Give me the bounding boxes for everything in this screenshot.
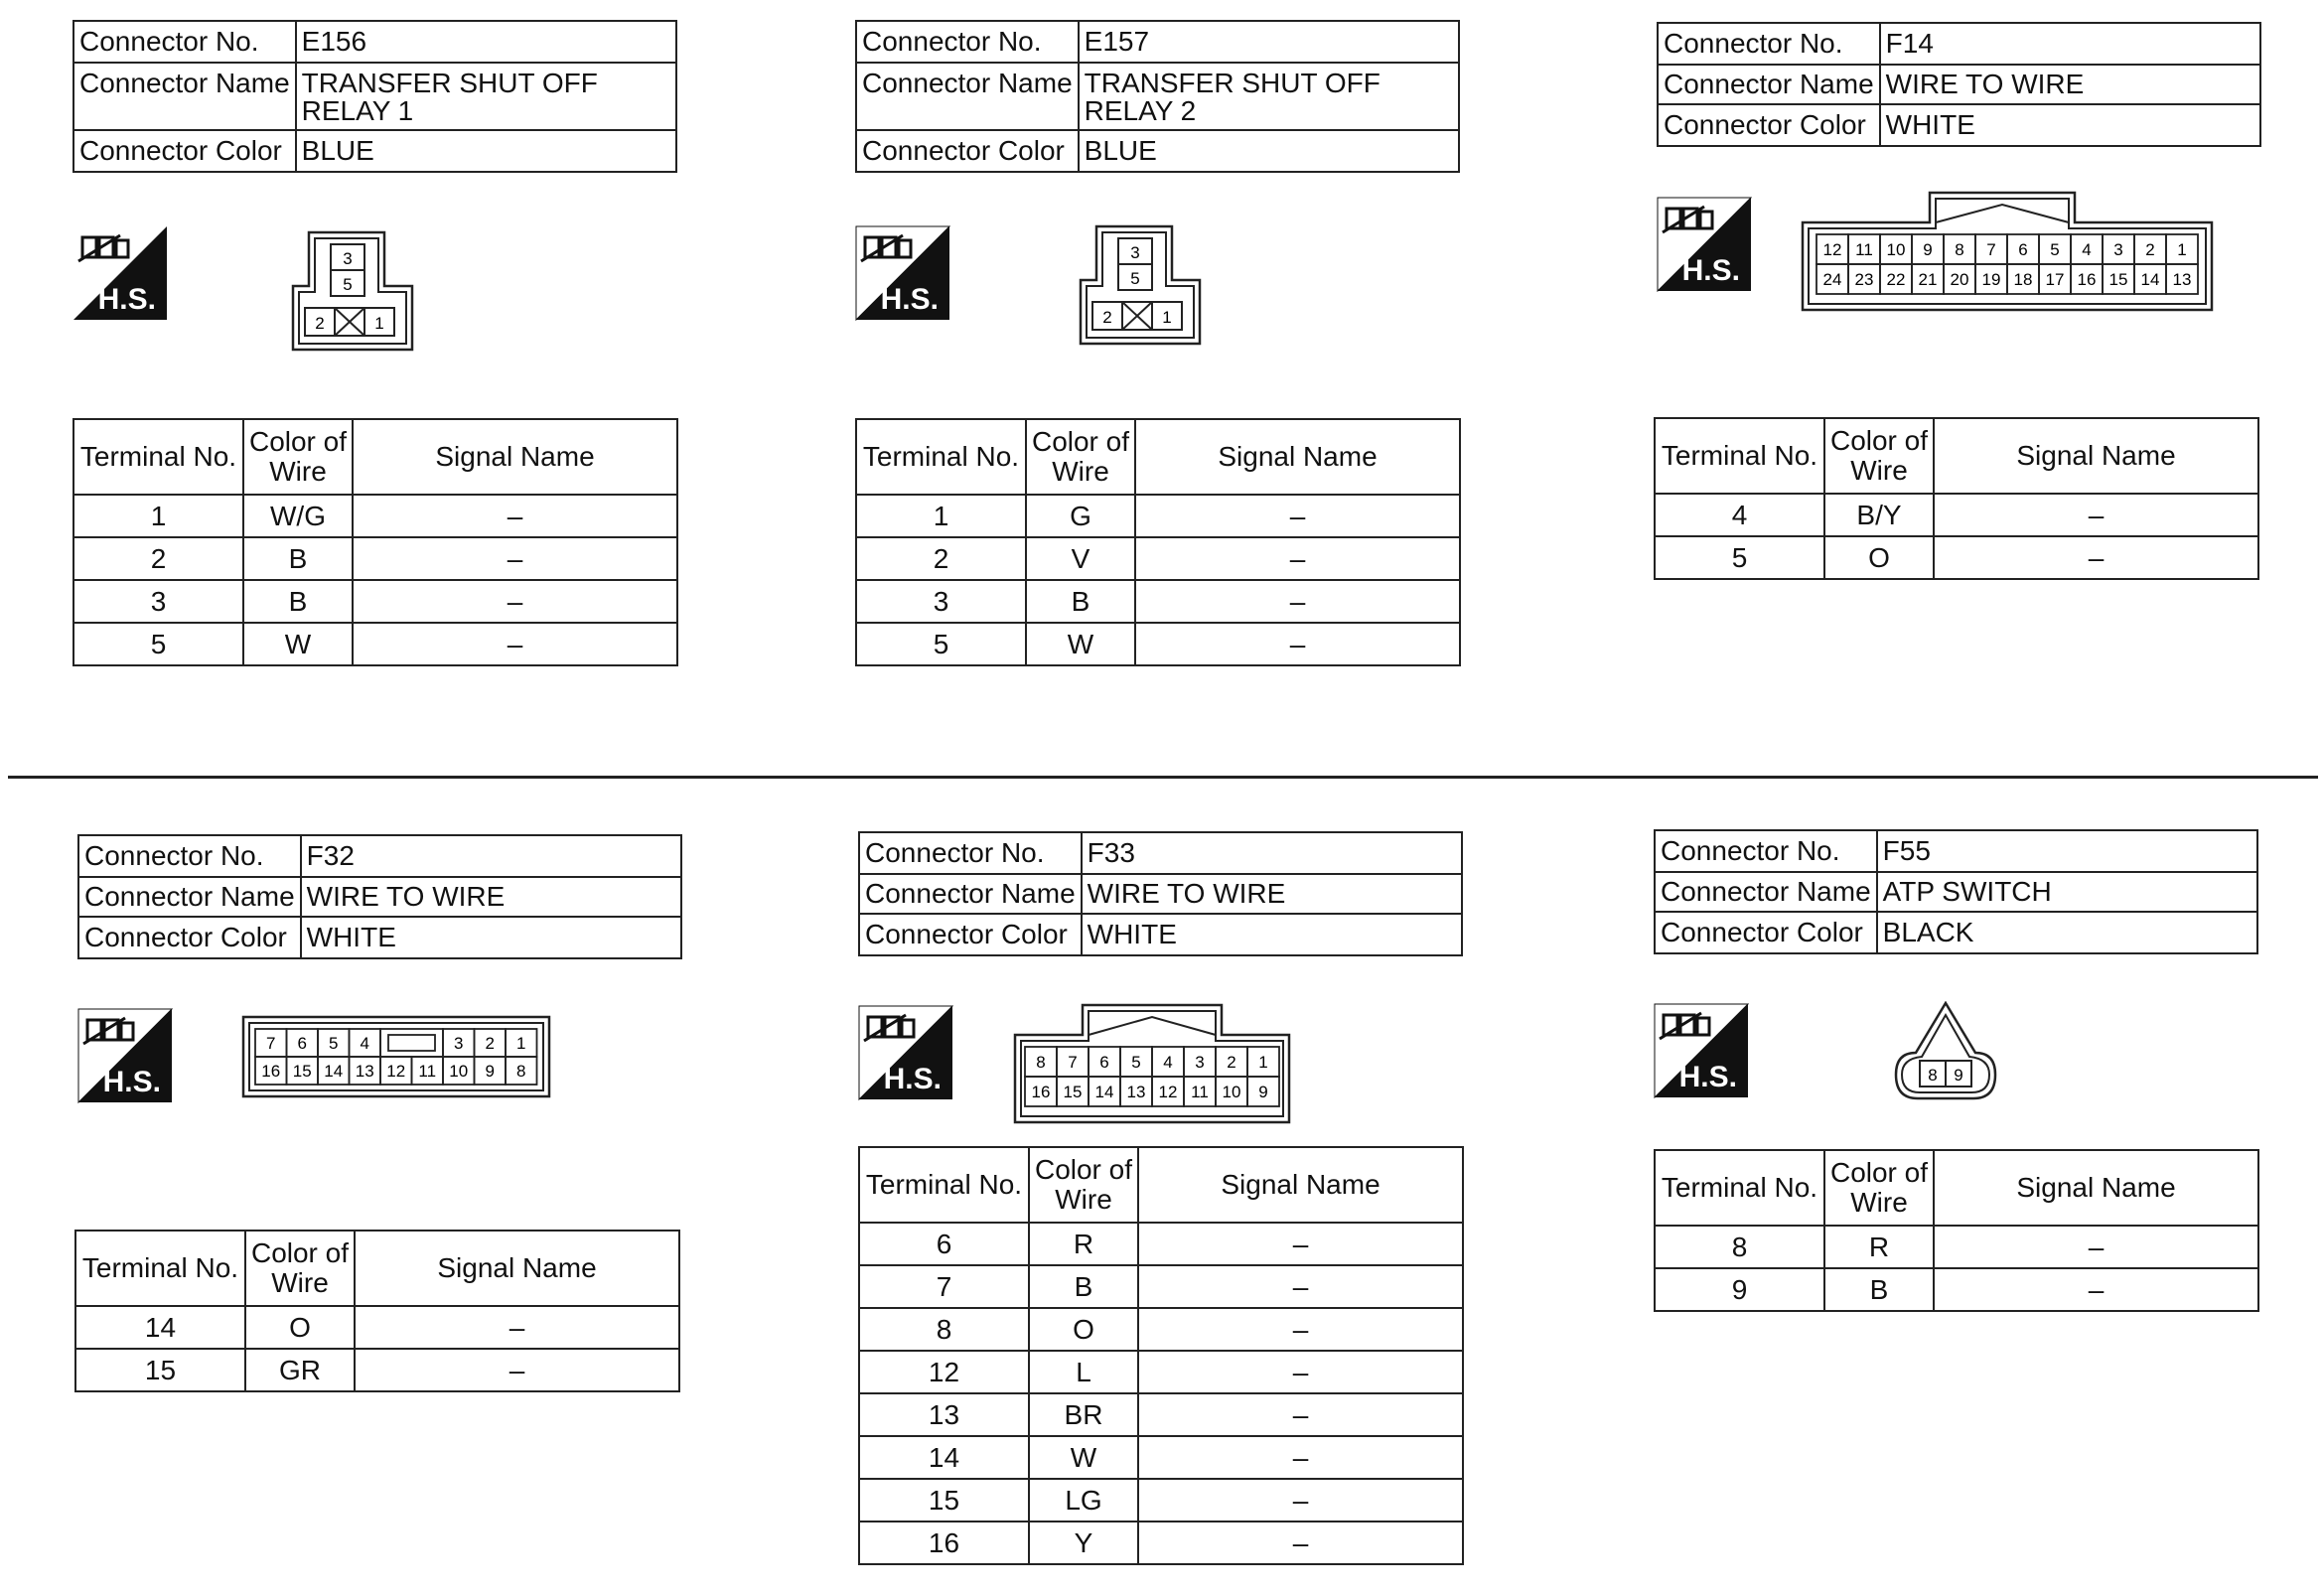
terminal-no: 8 (859, 1308, 1029, 1351)
table-row (75, 1306, 679, 1349)
color-of-header: Color of (248, 426, 348, 457)
wire-color: LG (1029, 1479, 1138, 1522)
signal-name: – (353, 537, 677, 580)
connector-color-label: Connector Color (73, 130, 296, 172)
pin-label: 8 (1036, 1053, 1046, 1072)
connector-name-line2: RELAY 1 (301, 95, 414, 126)
signal-name: – (353, 495, 677, 537)
connector-no-value: F14 (1880, 23, 2260, 65)
wire-color: W (1026, 623, 1135, 665)
terminal-no: 2 (73, 537, 243, 580)
connector-name-label: Connector Name (859, 874, 1082, 914)
pin-cell (380, 1029, 443, 1057)
pin-label: 19 (1981, 270, 2001, 289)
pin-label: 2 (485, 1034, 495, 1053)
table-row (859, 1265, 1463, 1308)
terminal-no: 4 (1655, 494, 1824, 536)
hs-label: H.S. (1678, 1061, 1737, 1093)
connector-color-label: Connector Color (1655, 912, 1877, 953)
connector-color-label: Connector Color (856, 130, 1079, 172)
terminal-no: 8 (1655, 1226, 1824, 1268)
connector-name-line1: TRANSFER SHUT OFF (301, 68, 598, 98)
terminal-no: 15 (75, 1349, 245, 1391)
signal-name-header: Signal Name (1934, 1150, 2258, 1226)
signal-name: – (1135, 623, 1460, 665)
pin-label: 7 (266, 1034, 276, 1053)
connector-info-f14 (1657, 22, 2261, 147)
harness-side-icon (1654, 1003, 1749, 1098)
table-row (73, 495, 677, 537)
pin-label: 8 (1928, 1066, 1938, 1085)
pin-label: 11 (418, 1062, 437, 1081)
pin-label: 6 (1099, 1053, 1109, 1072)
wire-header: Wire (269, 456, 327, 487)
color-of-header: Color of (1829, 425, 1929, 456)
pin-label: 14 (1094, 1083, 1114, 1101)
signal-name: – (1138, 1351, 1463, 1393)
table-row (859, 1522, 1463, 1564)
connector-no-value: F32 (301, 835, 681, 877)
pin-label: 2 (1102, 308, 1112, 327)
pin-label: 3 (1195, 1053, 1205, 1072)
connector-no-value: F33 (1082, 832, 1462, 874)
pin-label: 1 (2177, 240, 2187, 259)
terminal-table-f55 (1654, 1149, 2259, 1312)
pin-label: 14 (2140, 270, 2160, 289)
harness-side-icon (77, 1008, 173, 1103)
connector-name-line2: RELAY 2 (1084, 95, 1197, 126)
connector-info-f32 (77, 834, 682, 959)
pin-label: 1 (374, 314, 384, 333)
pin-label: 5 (2050, 240, 2060, 259)
terminal-no: 2 (856, 537, 1026, 580)
terminal-no: 3 (856, 580, 1026, 623)
connector-info-f55 (1654, 829, 2258, 954)
signal-name: – (353, 623, 677, 665)
hs-label: H.S. (102, 1066, 161, 1098)
pin-label: 9 (485, 1062, 495, 1081)
connector-no-label: Connector No. (1655, 830, 1877, 872)
table-row (73, 580, 677, 623)
section-divider (8, 776, 2318, 779)
connector-face-f32 (241, 1015, 551, 1098)
wire-color: W (243, 623, 353, 665)
table-row (859, 1393, 1463, 1436)
table-row (1655, 1226, 2258, 1268)
harness-side-icon (855, 225, 950, 321)
pin-label: 16 (261, 1062, 281, 1081)
connector-face-e156 (291, 230, 414, 352)
connector-name-label: Connector Name (1658, 65, 1880, 104)
pin-label: 3 (2113, 240, 2123, 259)
connector-name-label: Connector Name (78, 877, 301, 917)
wire-color: O (245, 1306, 355, 1349)
wire-color: O (1029, 1308, 1138, 1351)
pin-label: 3 (454, 1034, 464, 1053)
pin-label: 8 (1955, 240, 1964, 259)
connector-color-label: Connector Color (78, 917, 301, 958)
pin-label: 16 (1031, 1083, 1051, 1101)
connector-color-label: Connector Color (859, 914, 1082, 955)
hs-label: H.S. (1681, 254, 1740, 287)
connector-no-label: Connector No. (859, 832, 1082, 874)
terminal-no: 5 (856, 623, 1026, 665)
connector-name-label: Connector Name (73, 63, 296, 130)
signal-name: – (1934, 494, 2258, 536)
wire-color: B (243, 537, 353, 580)
pin-label: 4 (1163, 1053, 1173, 1072)
signal-name: – (1138, 1436, 1463, 1479)
table-row (859, 1479, 1463, 1522)
signal-name: – (1138, 1223, 1463, 1265)
signal-name: – (1934, 536, 2258, 579)
terminal-table-f33 (858, 1146, 1464, 1565)
connector-info-f33 (858, 831, 1463, 956)
pin-label: 6 (297, 1034, 307, 1053)
wire-color: Y (1029, 1522, 1138, 1564)
pin-label: 1 (1162, 308, 1172, 327)
color-of-header: Color of (1031, 426, 1130, 457)
terminal-no: 5 (1655, 536, 1824, 579)
table-row (73, 537, 677, 580)
table-row (1655, 1268, 2258, 1311)
terminal-table-e156 (73, 418, 678, 666)
connector-color-value: BLACK (1877, 912, 2257, 953)
signal-name: – (1934, 1268, 2258, 1311)
terminal-no: 1 (856, 495, 1026, 537)
signal-name: – (1138, 1479, 1463, 1522)
wire-color: R (1029, 1223, 1138, 1265)
table-row (859, 1308, 1463, 1351)
blank-slot (388, 1035, 435, 1051)
pin-label: 15 (292, 1062, 312, 1081)
pin-label: 15 (2108, 270, 2128, 289)
pin-label: 16 (2077, 270, 2097, 289)
table-row (856, 623, 1460, 665)
connector-face-f14 (1801, 191, 2214, 312)
connector-no-value: E157 (1079, 21, 1459, 63)
pin-label: 11 (1855, 240, 1873, 259)
table-row (75, 1349, 679, 1391)
pin-label: 13 (1126, 1083, 1146, 1101)
pin-label: 13 (2172, 270, 2192, 289)
pin-label: 21 (1918, 270, 1938, 289)
connector-name-value: WIRE TO WIRE (1880, 65, 2260, 104)
pin-label: 20 (1950, 270, 1969, 289)
wire-color: W/G (243, 495, 353, 537)
pin-label: 12 (386, 1062, 406, 1081)
pin-label: 5 (1130, 269, 1140, 288)
terminal-no-header: Terminal No. (1655, 418, 1824, 494)
signal-name-header: Signal Name (1138, 1147, 1463, 1223)
terminal-no-header: Terminal No. (1655, 1150, 1824, 1226)
connector-name-label: Connector Name (856, 63, 1079, 130)
signal-name: – (1934, 1226, 2258, 1268)
signal-name-header: Signal Name (1934, 418, 2258, 494)
wire-color: O (1824, 536, 1934, 579)
color-of-header: Color of (250, 1237, 350, 1268)
terminal-no-header: Terminal No. (73, 419, 243, 495)
pin-label: 1 (1258, 1053, 1268, 1072)
terminal-no: 12 (859, 1351, 1029, 1393)
harness-side-icon (1657, 197, 1752, 292)
pin-label: 22 (1886, 270, 1906, 289)
pin-label: 5 (1131, 1053, 1141, 1072)
wire-color: W (1029, 1436, 1138, 1479)
wire-header: Wire (1052, 456, 1109, 487)
terminal-no: 3 (73, 580, 243, 623)
wire-header: Wire (1850, 455, 1908, 486)
connector-color-label: Connector Color (1658, 104, 1880, 146)
hs-label: H.S. (97, 283, 156, 316)
pin-label: 2 (1227, 1053, 1236, 1072)
terminal-no-header: Terminal No. (75, 1231, 245, 1306)
signal-name: – (1135, 537, 1460, 580)
connector-no-label: Connector No. (78, 835, 301, 877)
connector-no-label: Connector No. (856, 21, 1079, 63)
connector-no-value: F55 (1877, 830, 2257, 872)
connector-no-value: E156 (296, 21, 676, 63)
signal-name: – (1135, 580, 1460, 623)
pin-label: 2 (315, 314, 325, 333)
pin-label: 4 (360, 1034, 369, 1053)
pin-label: 13 (355, 1062, 374, 1081)
terminal-no: 7 (859, 1265, 1029, 1308)
signal-name-header: Signal Name (1135, 419, 1460, 495)
wire-color: L (1029, 1351, 1138, 1393)
pin-label: 7 (1068, 1053, 1078, 1072)
wire-color: B (243, 580, 353, 623)
pin-label: 4 (2082, 240, 2092, 259)
connector-color-value: WHITE (1082, 914, 1462, 955)
wire-color: B (1824, 1268, 1934, 1311)
wire-color: BR (1029, 1393, 1138, 1436)
table-row (859, 1223, 1463, 1265)
connector-face-e157 (1079, 224, 1202, 346)
pin-label: 24 (1822, 270, 1842, 289)
table-row (859, 1436, 1463, 1479)
harness-side-icon (858, 1005, 953, 1100)
wire-color: B (1029, 1265, 1138, 1308)
pin-label: 8 (516, 1062, 526, 1081)
pin-label: 3 (1130, 243, 1140, 262)
terminal-no-header: Terminal No. (856, 419, 1026, 495)
pin-label: 11 (1191, 1083, 1209, 1101)
connector-face-f55 (1892, 1001, 1999, 1102)
table-row (1655, 536, 2258, 579)
table-row (1655, 494, 2258, 536)
terminal-no: 5 (73, 623, 243, 665)
table-row (856, 580, 1460, 623)
connector-name-value: WIRE TO WIRE (301, 877, 681, 917)
terminal-no: 9 (1655, 1268, 1824, 1311)
table-row (859, 1351, 1463, 1393)
wire-header: Wire (1055, 1184, 1112, 1215)
connector-no-label: Connector No. (1658, 23, 1880, 65)
pin-label: 7 (1986, 240, 1996, 259)
pin-label: 15 (1063, 1083, 1083, 1101)
pin-label: 10 (1886, 240, 1906, 259)
pin-label: 14 (324, 1062, 344, 1081)
connector-color-value: BLUE (1079, 130, 1459, 172)
pin-label: 12 (1158, 1083, 1178, 1101)
terminal-no: 14 (75, 1306, 245, 1349)
signal-name-header: Signal Name (355, 1231, 679, 1306)
pin-label: 5 (329, 1034, 339, 1053)
color-of-header: Color of (1034, 1154, 1133, 1185)
color-of-header: Color of (1829, 1157, 1929, 1188)
wire-header: Wire (271, 1267, 329, 1298)
connector-info-e157 (855, 20, 1460, 173)
connector-info-e156 (73, 20, 677, 173)
connector-face-f33 (1013, 1003, 1291, 1124)
terminal-table-e157 (855, 418, 1461, 666)
terminal-no: 6 (859, 1223, 1029, 1265)
pin-label: 9 (1258, 1083, 1268, 1101)
terminal-no: 16 (859, 1522, 1029, 1564)
signal-name: – (1138, 1522, 1463, 1564)
pin-label: 12 (1822, 240, 1842, 259)
pin-label: 10 (449, 1062, 469, 1081)
terminal-no: 15 (859, 1479, 1029, 1522)
signal-name: – (353, 580, 677, 623)
hs-label: H.S. (880, 283, 939, 316)
terminal-table-f14 (1654, 417, 2259, 580)
connector-name-value: ATP SWITCH (1877, 872, 2257, 912)
connector-color-value: WHITE (1880, 104, 2260, 146)
terminal-no: 14 (859, 1436, 1029, 1479)
signal-name: – (355, 1306, 679, 1349)
wire-color: V (1026, 537, 1135, 580)
wire-color: R (1824, 1226, 1934, 1268)
terminal-no: 1 (73, 495, 243, 537)
wire-color: B/Y (1824, 494, 1934, 536)
pin-label: 18 (2013, 270, 2033, 289)
wire-color: G (1026, 495, 1135, 537)
harness-side-icon (73, 225, 168, 321)
pin-label: 17 (2045, 270, 2065, 289)
connector-color-value: BLUE (296, 130, 676, 172)
pin-label: 6 (2018, 240, 2028, 259)
signal-name: – (1138, 1308, 1463, 1351)
wire-color: GR (245, 1349, 355, 1391)
signal-name: – (1138, 1393, 1463, 1436)
hs-label: H.S. (883, 1063, 942, 1095)
connector-name-label: Connector Name (1655, 872, 1877, 912)
connector-color-value: WHITE (301, 917, 681, 958)
connector-name-line1: TRANSFER SHUT OFF (1084, 68, 1380, 98)
pin-label: 2 (2145, 240, 2155, 259)
wire-header: Wire (1850, 1187, 1908, 1218)
terminal-no: 13 (859, 1393, 1029, 1436)
pin-label: 5 (343, 275, 353, 294)
pin-label: 9 (1923, 240, 1933, 259)
terminal-no-header: Terminal No. (859, 1147, 1029, 1223)
table-row (856, 537, 1460, 580)
signal-name-header: Signal Name (353, 419, 677, 495)
pin-label: 9 (1954, 1066, 1963, 1085)
signal-name: – (1135, 495, 1460, 537)
pin-label: 23 (1854, 270, 1874, 289)
connector-name-value: WIRE TO WIRE (1082, 874, 1462, 914)
table-row (73, 623, 677, 665)
wire-color: B (1026, 580, 1135, 623)
signal-name: – (1138, 1265, 1463, 1308)
pin-label: 10 (1222, 1083, 1241, 1101)
pin-label: 3 (343, 249, 353, 268)
signal-name: – (355, 1349, 679, 1391)
terminal-table-f32 (74, 1230, 680, 1392)
connector-no-label: Connector No. (73, 21, 296, 63)
pin-label: 1 (516, 1034, 526, 1053)
table-row (856, 495, 1460, 537)
